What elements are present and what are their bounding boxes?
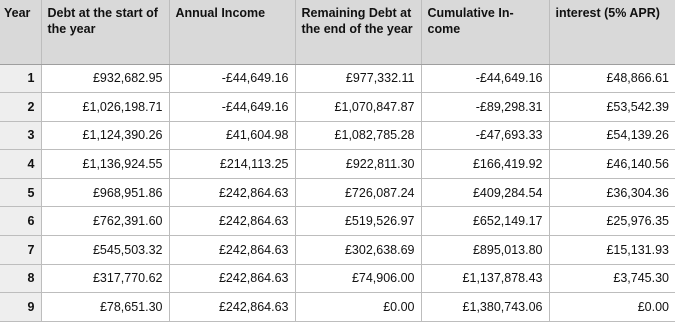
interest-cell[interactable]: £15,131.93 — [549, 236, 675, 265]
year-cell[interactable]: 6 — [0, 207, 41, 236]
annual-income-cell[interactable]: -£44,649.16 — [169, 93, 295, 122]
debt-start-cell[interactable]: £1,136,924.55 — [41, 150, 169, 179]
interest-cell[interactable]: £48,866.61 — [549, 64, 675, 93]
cumulative-income-cell[interactable]: £895,013.80 — [421, 236, 549, 265]
interest-cell[interactable]: £0.00 — [549, 293, 675, 322]
year-cell[interactable]: 9 — [0, 293, 41, 322]
table-row — [0, 64, 675, 93]
debt-start-cell[interactable]: £762,391.60 — [41, 207, 169, 236]
header-year[interactable]: Year — [0, 0, 41, 64]
annual-income-cell[interactable]: £242,864.63 — [169, 207, 295, 236]
table-row — [0, 93, 675, 122]
remaining-debt-cell[interactable]: £922,811.30 — [295, 150, 421, 179]
year-cell[interactable]: 8 — [0, 264, 41, 293]
annual-income-cell[interactable]: £242,864.63 — [169, 236, 295, 265]
remaining-debt-cell[interactable]: £519,526.97 — [295, 207, 421, 236]
debt-start-cell[interactable]: £1,026,198.71 — [41, 93, 169, 122]
debt-start-cell[interactable]: £932,682.95 — [41, 64, 169, 93]
year-cell[interactable]: 4 — [0, 150, 41, 179]
cumulative-income-cell[interactable]: £1,137,878.43 — [421, 264, 549, 293]
cumulative-income-cell[interactable]: £409,284.54 — [421, 178, 549, 207]
debt-start-cell[interactable]: £1,124,390.26 — [41, 121, 169, 150]
year-cell[interactable]: 5 — [0, 178, 41, 207]
table-row — [0, 150, 675, 179]
year-cell[interactable]: 3 — [0, 121, 41, 150]
year-cell[interactable]: 2 — [0, 93, 41, 122]
table-row — [0, 178, 675, 207]
table-row — [0, 264, 675, 293]
remaining-debt-cell[interactable]: £1,070,847.87 — [295, 93, 421, 122]
interest-cell[interactable]: £3,745.30 — [549, 264, 675, 293]
annual-income-cell[interactable]: £41,604.98 — [169, 121, 295, 150]
cumulative-income-cell[interactable]: -£44,649.16 — [421, 64, 549, 93]
interest-cell[interactable]: £53,542.39 — [549, 93, 675, 122]
debt-start-cell[interactable]: £545,503.32 — [41, 236, 169, 265]
annual-income-cell[interactable]: £242,864.63 — [169, 264, 295, 293]
header-debt-start[interactable]: Debt at the start of the year — [41, 0, 169, 64]
table-row — [0, 236, 675, 265]
remaining-debt-cell[interactable]: £0.00 — [295, 293, 421, 322]
annual-income-cell[interactable]: -£44,649.16 — [169, 64, 295, 93]
debt-start-cell[interactable]: £317,770.62 — [41, 264, 169, 293]
table-row — [0, 207, 675, 236]
remaining-debt-cell[interactable]: £74,906.00 — [295, 264, 421, 293]
header-interest[interactable]: interest (5% APR) — [549, 0, 675, 64]
interest-cell[interactable]: £54,139.26 — [549, 121, 675, 150]
cumulative-income-cell[interactable]: -£89,298.31 — [421, 93, 549, 122]
remaining-debt-cell[interactable]: £977,332.11 — [295, 64, 421, 93]
interest-cell[interactable]: £36,304.36 — [549, 178, 675, 207]
remaining-debt-cell[interactable]: £726,087.24 — [295, 178, 421, 207]
cumulative-income-cell[interactable]: £166,419.92 — [421, 150, 549, 179]
remaining-debt-cell[interactable]: £1,082,785.28 — [295, 121, 421, 150]
cumulative-income-cell[interactable]: £652,149.17 — [421, 207, 549, 236]
remaining-debt-cell[interactable]: £302,638.69 — [295, 236, 421, 265]
cumulative-income-cell[interactable]: -£47,693.33 — [421, 121, 549, 150]
annual-income-cell[interactable]: £214,113.25 — [169, 150, 295, 179]
year-cell[interactable]: 1 — [0, 64, 41, 93]
interest-cell[interactable]: £25,976.35 — [549, 207, 675, 236]
debt-start-cell[interactable]: £78,651.30 — [41, 293, 169, 322]
table-row — [0, 293, 675, 322]
interest-cell[interactable]: £46,140.56 — [549, 150, 675, 179]
header-cumulative-income[interactable]: Cumulative In-come — [421, 0, 549, 64]
header-remaining-debt[interactable]: Remaining Debt at the end of the year — [295, 0, 421, 64]
header-row — [0, 0, 675, 64]
annual-income-cell[interactable]: £242,864.63 — [169, 178, 295, 207]
header-annual-income[interactable]: Annual Income — [169, 0, 295, 64]
cumulative-income-cell[interactable]: £1,380,743.06 — [421, 293, 549, 322]
table-row — [0, 121, 675, 150]
year-cell[interactable]: 7 — [0, 236, 41, 265]
annual-income-cell[interactable]: £242,864.63 — [169, 293, 295, 322]
debt-start-cell[interactable]: £968,951.86 — [41, 178, 169, 207]
